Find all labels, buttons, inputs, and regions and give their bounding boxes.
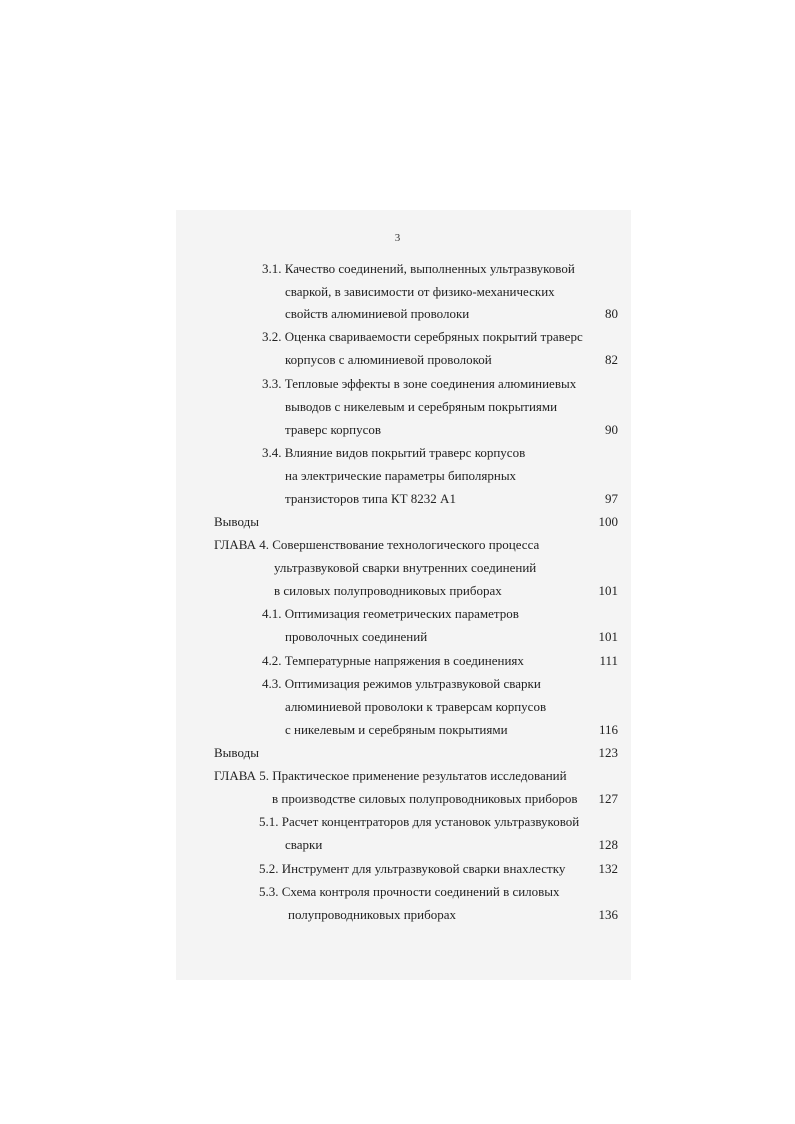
toc-line: 3.3. Тепловые эффекты в зоне соединения алюминиевых [262, 376, 577, 391]
toc-line: сварки [285, 837, 323, 852]
toc-line: выводов с никелевым и серебряным покрытиями [285, 399, 558, 414]
toc-line: ультразвуковой сварки внутренних соединений [274, 560, 537, 575]
toc-line: проволочных соединений [285, 629, 428, 644]
toc-line: ГЛАВА 5. Практическое применение результатов исследований [214, 768, 567, 783]
toc-line: 4.1. Оптимизация геометрических параметров [262, 606, 519, 621]
toc-page-number: 82 [605, 352, 618, 367]
toc-line: 4.3. Оптимизация режимов ультразвуковой сварки [262, 676, 541, 691]
toc-line: 4.2. Температурные напряжения в соединениях [262, 653, 524, 668]
toc-line: 5.2. Инструмент для ультразвуковой сварки внахлестку [259, 861, 566, 876]
toc-page-number: 100 [598, 514, 618, 529]
toc-line: полупроводниковых приборах [288, 907, 457, 922]
toc-page-number: 136 [598, 907, 618, 922]
toc-line: 3.4. Влияние видов покрытий траверс корпусов [262, 445, 526, 460]
toc-page-number: 80 [605, 306, 618, 321]
toc-page-number: 127 [598, 791, 618, 806]
toc-line: с никелевым и серебряным покрытиями [285, 722, 508, 737]
toc-page-number: 111 [599, 653, 618, 668]
toc-line: 5.3. Схема контроля прочности соединений в силовых [259, 884, 560, 899]
toc-line: сваркой, в зависимости от физико-механических [285, 284, 555, 299]
toc-line: корпусов с алюминиевой проволокой [285, 352, 492, 367]
toc-page-number: 101 [598, 629, 618, 644]
toc-line: траверс корпусов [285, 422, 381, 437]
toc-page-number: 90 [605, 422, 618, 437]
page-number: 3 [394, 232, 401, 244]
toc-line: на электрические параметры биполярных [285, 468, 517, 483]
toc-page-number: 116 [598, 722, 618, 737]
toc-line: 5.1. Расчет концентраторов для установок ультразвуковой [259, 814, 580, 829]
toc-line: 3.1. Качество соединений, выполненных ультразвуковой [262, 261, 575, 276]
toc-line: Выводы [214, 745, 259, 760]
toc-line: в производстве силовых полупроводниковых приборов [272, 791, 578, 806]
toc-line: в силовых полупроводниковых приборах [274, 583, 502, 598]
toc-line: 3.2. Оценка свариваемости серебряных покрытий траверс [262, 329, 583, 344]
toc-line: ГЛАВА 4. Совершенствование технологического процесса [214, 537, 540, 552]
toc-page-number: 132 [598, 861, 618, 876]
toc-page-number: 97 [605, 491, 618, 506]
toc-line: алюминиевой проволоки к траверсам корпусов [285, 699, 547, 714]
toc-line: свойств алюминиевой проволоки [285, 306, 470, 321]
toc-page-number: 123 [598, 745, 618, 760]
toc-line: Выводы [214, 514, 259, 529]
toc-line: транзисторов типа КТ 8232 А1 [285, 491, 456, 506]
toc-page-number: 101 [598, 583, 618, 598]
toc-page-number: 128 [598, 837, 618, 852]
